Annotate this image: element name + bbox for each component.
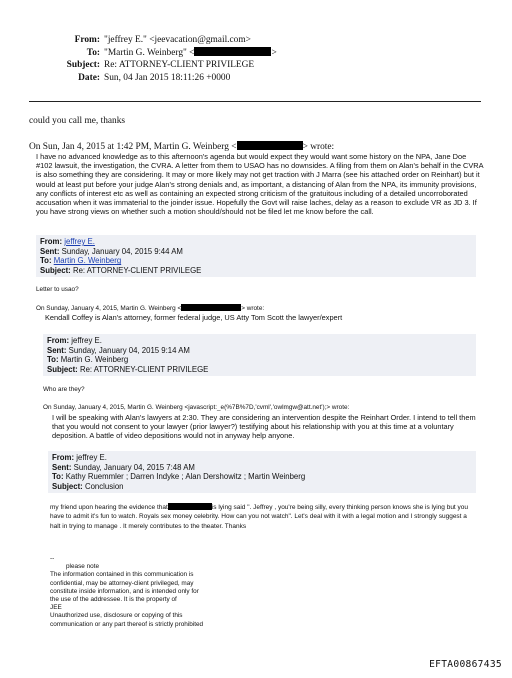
email-header	[0, 34, 512, 84]
block1-from-link[interactable]: jeffrey E.	[64, 237, 95, 246]
block1-sent-row: Sent: Sunday, January 04, 2015 9:44 AM	[40, 246, 183, 256]
who-text: Who are they?	[43, 386, 85, 393]
block1-subject-row: Subject: Re: ATTORNEY-CLIENT PRIVILEGE	[40, 265, 202, 275]
signature-line: The information contained in this communication is	[50, 571, 194, 579]
header-to-value	[104, 47, 277, 60]
quote2-intro: On Sunday, January 4, 2015, Martin G. Weinberg < > wrote:	[36, 305, 265, 312]
block1-from-row: From: jeffrey E.	[40, 237, 95, 246]
header-divider	[29, 101, 481, 102]
conclusion-body: my friend upon hearing the evidence that is lying said ". Jeffrey , you're being silly, every thinking person knows she is lying but you have to admit it's fun to watch. Royals sex money celebrity. How can you not watch". Let's deal with it with a legal motion and I strongly suggest a halt in trying to manage . It merely contributes to the theater. Thanks	[50, 504, 469, 530]
header-to-row	[0, 47, 512, 60]
header-to-label: To:	[86, 47, 100, 58]
header-subject-label: Subject:	[66, 60, 100, 71]
header-date-label: Date:	[78, 72, 100, 83]
block3-from-row: From: jeffrey E.	[52, 453, 107, 462]
document-id: EFTA00867435	[429, 659, 502, 670]
signature-line: JEE	[50, 604, 62, 612]
quote1-intro	[29, 141, 334, 152]
header-from-label: From:	[74, 35, 100, 45]
block2-to-row: To: Martin G. Weinberg	[47, 355, 129, 365]
header-from-row	[0, 34, 512, 47]
signature-block	[50, 555, 203, 629]
quote3-body: I will be speaking with Alan's lawyers at 2:30. They are considering an intervention despite the Reinhart Order. I intend to tell them that you would not consent to your lawyer (prior lawyer?) testifying about his relationship with you at this time at a voluntary deposition. A battle of video depositions would not in anyway help anyone.	[52, 413, 476, 441]
block3-subject-row: Subject: Conclusion	[52, 481, 124, 491]
block2-from-row: From: jeffrey E.	[47, 336, 102, 345]
forward-header-3	[48, 451, 476, 493]
redaction-box	[194, 47, 271, 56]
signature-please-note: please note	[66, 563, 100, 571]
quote3-intro: On Sunday, January 4, 2015, Martin G. Weinberg <javascript:_e(%7B%7D,'cvml','owlmgw@att.net');> wrote:	[43, 404, 350, 411]
header-to-prefix: "Martin G. Weinberg" <	[104, 47, 195, 58]
signature-dash: --	[50, 555, 55, 562]
quote1-intro-suffix: > wrote:	[302, 142, 335, 152]
header-from-value[interactable]: "jeffrey E." <jeevacation@gmail.com>	[104, 35, 251, 45]
forward-header-2	[43, 334, 476, 376]
redaction-box	[168, 503, 212, 510]
quote1-intro-prefix: On Sun, Jan 4, 2015 at 1:42 PM, Martin G. Weinberg <	[29, 142, 237, 152]
signature-line: constitute inside information, and is intended only for	[50, 587, 199, 595]
block1-to-link[interactable]: Martin G. Weinberg	[53, 256, 122, 266]
block3-to-row: To: Kathy Ruemmler ; Darren Indyke ; Alan Dershowitz ; Martin Weinberg	[52, 472, 306, 482]
forward-header-1	[36, 235, 476, 277]
redaction-box	[181, 304, 241, 311]
quote2-body: Kendall Coffey is Alan's attorney, former federal judge, US Atty Tom Scott the lawyer/expert	[45, 313, 343, 322]
block2-sent-row: Sent: Sunday, January 04, 2015 9:14 AM	[47, 345, 190, 355]
reply-text: could you call me, thanks	[29, 116, 126, 126]
redaction-box	[237, 141, 303, 150]
signature-line: communication or any part thereof is strictly prohibited	[50, 620, 204, 628]
block1-to-row: To: Martin G. Weinberg	[40, 256, 122, 266]
quote1-body: I have no advanced knowledge as to this afternoon's agenda but would expect they would want some history on the NPA, Jane Doe #102 lawsuit, the investigation, the CVRA. A letter from them to USAO has no downsides. A filing from them on Alan's behalf in the CVRA is also something they are considering. It may or more likely may not get traction with J Marra (see his attached order on Reinhart) but it would at least put before your judge Alan's strong denials and, as important, a distancing of Alan from the NPA, its immunity provisions, any conflicts of interest etc as well as containing an expected strong criticism of the gratuitous including of a detailed uncorroborated accusation when it was immaterial to the joinder issue. Hopefully the Govt will raise laches, delay as a reason to exclude VR as JD 3. If you have strong views on whether such a motion should/should not be filed let me know before the call.	[36, 152, 484, 217]
signature-line: confidential, may be attorney-client privileged, may	[50, 579, 194, 587]
header-date-row	[0, 72, 512, 85]
header-subject-value: Re: ATTORNEY-CLIENT PRIVILEGE	[104, 60, 255, 71]
header-subject-row	[0, 59, 512, 72]
header-date-value: Sun, 04 Jan 2015 18:11:26 +0000	[104, 72, 231, 83]
header-to-suffix: >	[271, 47, 277, 58]
signature-line: Unauthorized use, disclosure or copying of this	[50, 612, 183, 620]
block2-subject-row: Subject: Re: ATTORNEY-CLIENT PRIVILEGE	[47, 364, 209, 374]
letter-text: Letter to usao?	[36, 286, 79, 293]
block3-sent-row: Sent: Sunday, January 04, 2015 7:48 AM	[52, 462, 195, 472]
signature-line: the use of the addressee. It is the property of	[50, 596, 177, 604]
